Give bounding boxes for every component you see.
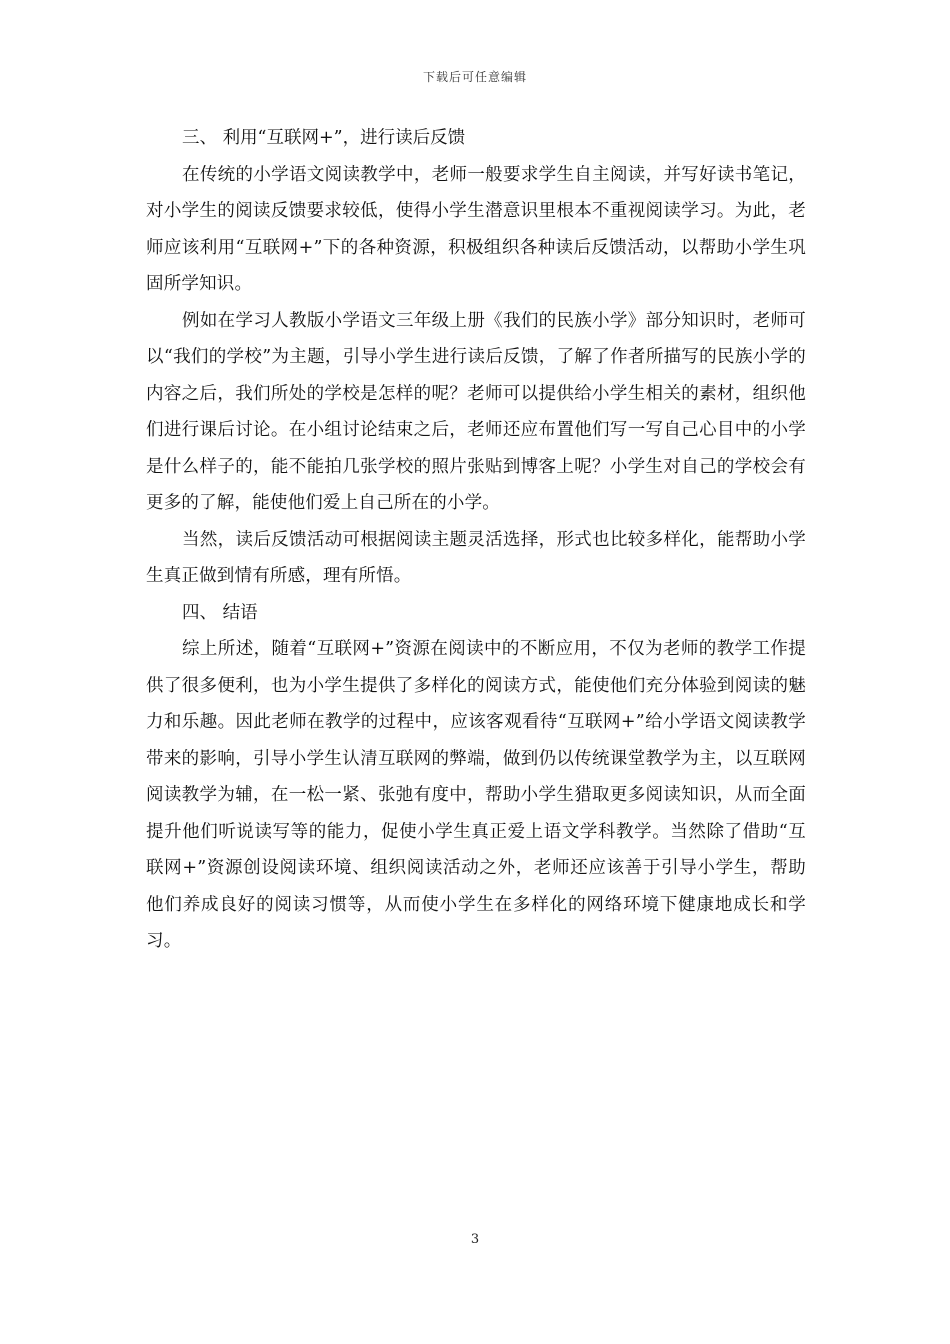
section-heading-conclusion: 四、 结语 xyxy=(182,602,258,623)
paragraph: 例如在学习人教版小学语文三年级上册《我们的民族小学》部分知识时，老师可以“我们的学校”为主题，引导小学生进行读后反馈，了解了作者所描写的民族小学的内容之后，我们所处的学校是怎样的呢？老师可以提供给小学生相关的素材，组织他们进行课后讨论。在小组讨论结束之后，老师还应布置他们写一写自己心目中的小学是什么样子的，能不能拍几张学校的照片张贴到博客上呢？小学生对自己的学校会有更多的了解，能使他们爱上自己所在的小学。 xyxy=(146,310,806,513)
paragraph: 当然，读后反馈活动可根据阅读主题灵活选择，形式也比较多样化，能帮助小学生真正做到情有所感，理有所悟。 xyxy=(146,529,806,586)
paragraph: 在传统的小学语文阅读教学中，老师一般要求学生自主阅读，并写好读书笔记，对小学生的阅读反馈要求较低，使得小学生潜意识里根本不重视阅读学习。为此，老师应该利用“互联网+”下的各种资源，积极组织各种读后反馈活动，以帮助小学生巩固所学知识。 xyxy=(146,164,806,294)
section-heading-feedback: 三、 利用“互联网+”，进行读后反馈 xyxy=(182,128,466,148)
page-header: 下载后可任意编辑 xyxy=(422,70,527,84)
page-number: 3 xyxy=(470,1232,480,1247)
paragraph: 综上所述，随着“互联网+”资源在阅读中的不断应用，不仅为老师的教学工作提供了很多便利，也为小学生提供了多样化的阅读方式，能使他们充分体验到阅读的魅力和乐趣。因此老师在教学的过程中，应该客观看待“互联网+”给小学语文阅读教学带来的影响，引导小学生认清互联网的弊端，做到仍以传统课堂教学为主，以互联网阅读教学为辅，在一松一紧、张弛有度中，帮助小学生猎取更多阅读知识，从而全面提升他们听说读写等的能力，促使小学生真正爱上语文学科教学。当然除了借助“互联网+”资源创设阅读环境、组织阅读活动之外，老师还应该善于引导小学生，帮助他们养成良好的阅读习惯等，从而使小学生在多样化的网络环境下健康地成长和学习。 xyxy=(146,639,806,951)
document-body xyxy=(146,120,806,960)
